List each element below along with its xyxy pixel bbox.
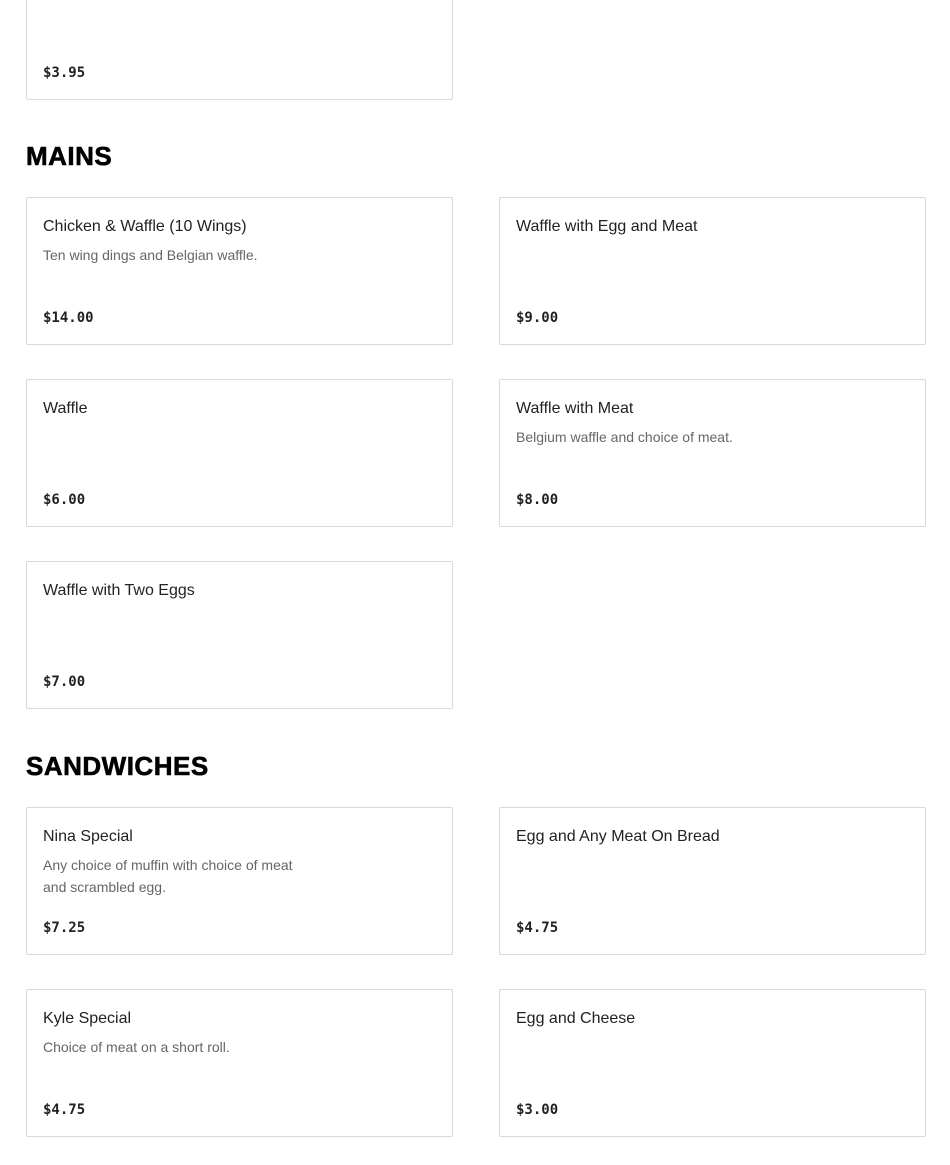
item-price: $14.00 xyxy=(43,310,94,326)
item-price: $4.75 xyxy=(43,1102,86,1118)
item-description: Belgium waffle and choice of meat. xyxy=(516,429,733,445)
item-name: Waffle with Two Eggs xyxy=(43,582,195,599)
item-price: $6.00 xyxy=(43,492,86,508)
item-description: Choice of meat on a short roll. xyxy=(43,1039,230,1055)
menu-item-card[interactable] xyxy=(499,807,926,955)
item-name: Waffle xyxy=(43,400,88,417)
menu-item-card[interactable] xyxy=(499,989,926,1137)
item-name: Waffle with Egg and Meat xyxy=(516,218,698,235)
item-price: $7.25 xyxy=(43,920,86,936)
item-price: $4.75 xyxy=(516,920,559,936)
item-price: $7.00 xyxy=(43,674,86,690)
item-price: $3.00 xyxy=(516,1102,559,1118)
menu-item-card[interactable] xyxy=(26,561,453,709)
menu-item-card[interactable] xyxy=(499,379,926,527)
item-description: Any choice of muffin with choice of meat and scrambled egg. xyxy=(43,857,293,895)
section-title-mains: MAINS xyxy=(26,141,113,171)
menu-item-card[interactable] xyxy=(26,379,453,527)
menu-item-card[interactable] xyxy=(26,0,453,100)
section-title-sandwiches: SANDWICHES xyxy=(26,751,209,781)
item-price: $9.00 xyxy=(516,310,559,326)
item-name: Waffle with Meat xyxy=(516,400,634,417)
menu-item-card[interactable] xyxy=(26,807,453,955)
item-price: $3.95 xyxy=(43,65,86,81)
item-name: Nina Special xyxy=(43,828,133,845)
menu-item-card[interactable] xyxy=(26,989,453,1137)
menu-item-card[interactable] xyxy=(26,197,453,345)
item-name: Kyle Special xyxy=(43,1010,132,1027)
item-name: Egg and Cheese xyxy=(516,1010,636,1027)
item-description: Ten wing dings and Belgian waffle. xyxy=(43,247,258,263)
item-name: Egg and Any Meat On Bread xyxy=(516,828,720,845)
menu-item-card[interactable] xyxy=(499,197,926,345)
item-price: $8.00 xyxy=(516,492,559,508)
item-name: Chicken & Waffle (10 Wings) xyxy=(43,218,247,235)
